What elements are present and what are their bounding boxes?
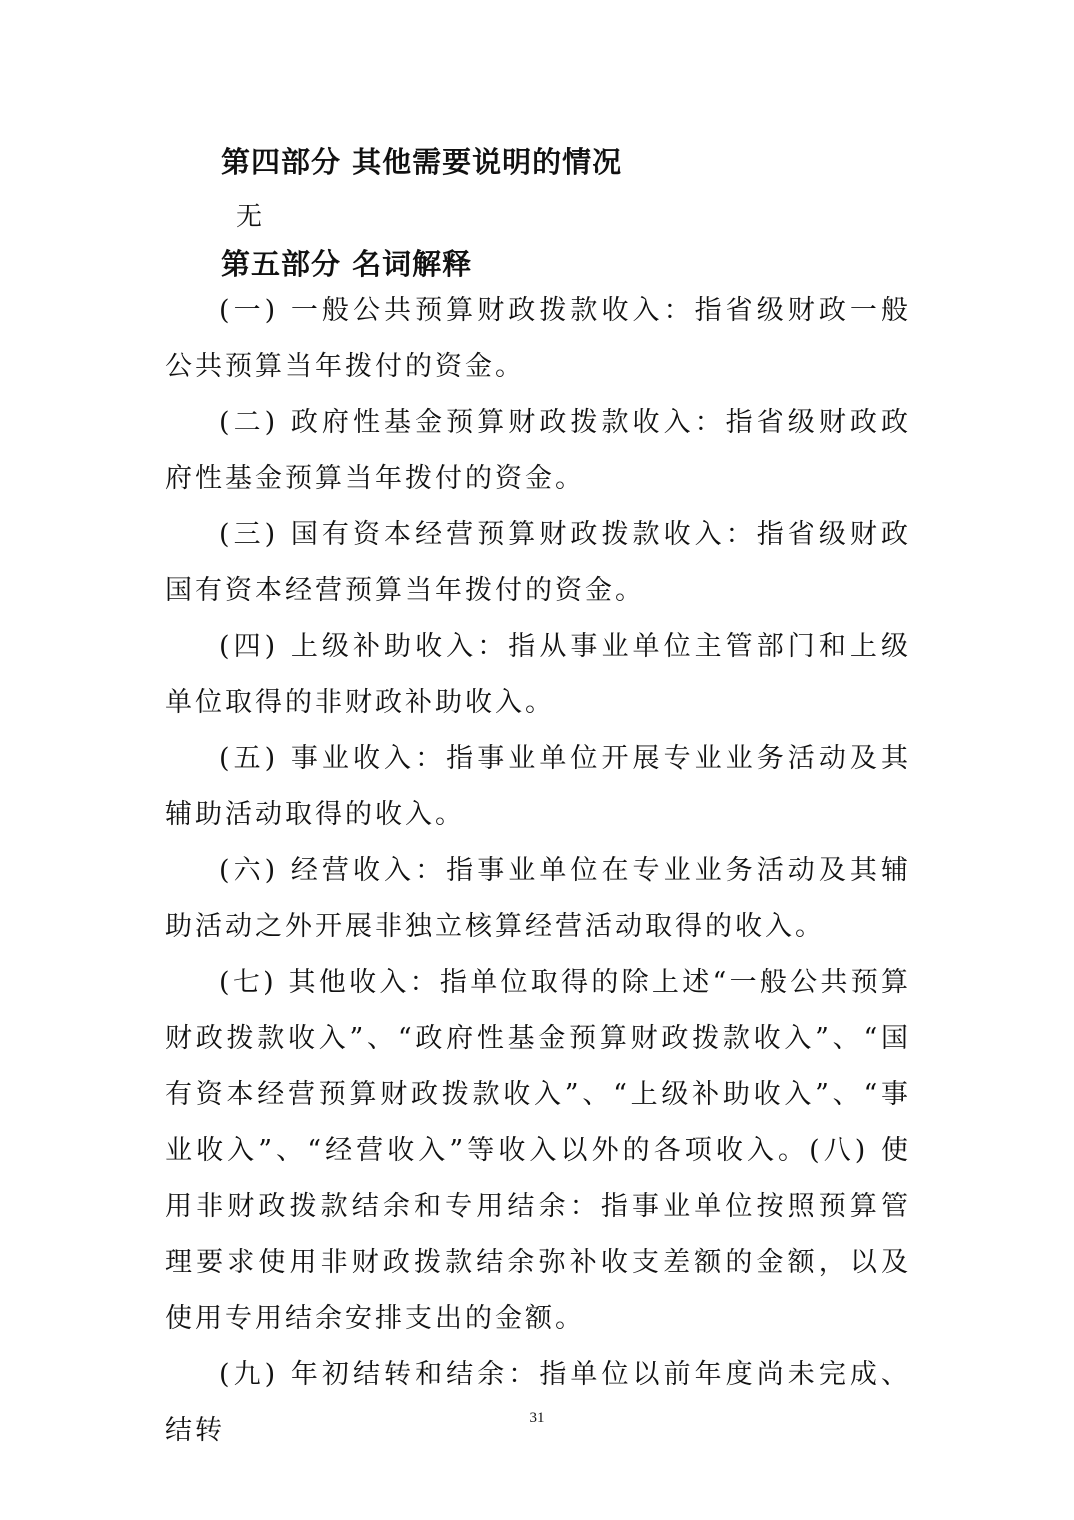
glossary-paragraph-4: (四) 上级补助收入：指从事业单位主管部门和上级单位取得的非财政补助收入。 (165, 631, 911, 718)
glossary-paragraph-6: (六) 经营收入：指事业单位在专业业务活动及其辅助活动之外开展非独立核算经营活动取得的收入。 (165, 855, 911, 942)
glossary-paragraph-7: (七) 其他收入：指单位取得的除上述“一般公共预算财政拨款收入”、“政府性基金预算财政拨款收入”、“国有资本经营预算财政拨款收入”、“上级补助收入”、“事业收入”、“经营收入”等收入以外的各项收入。(八) 使用非财政拨款结余和专用结余：指事业单位按照预算管理要求使用非财政拨款结余弥补收支差额的金额，以及使用专用结余安排支出的金额。 (165, 967, 911, 1334)
glossary-paragraph-8: (九) 年初结转和结余：指单位以前年度尚未完成、结转 (165, 1359, 911, 1446)
glossary-paragraph-3: (三) 国有资本经营预算财政拨款收入：指省级财政国有资本经营预算当年拨付的资金。 (165, 519, 911, 606)
glossary-paragraph-2: (二) 政府性基金预算财政拨款收入：指省级财政政府性基金预算当年拨付的资金。 (165, 407, 911, 494)
glossary-paragraph-1: (一) 一般公共预算财政拨款收入：指省级财政一般公共预算当年拨付的资金。 (165, 295, 911, 382)
section-four-content: 无 (236, 202, 263, 232)
glossary-body (165, 283, 911, 1459)
section-four-heading: 第四部分 其他需要说明的情况 (221, 145, 623, 179)
page-number: 31 (529, 1410, 545, 1426)
glossary-paragraph-5: (五) 事业收入：指事业单位开展专业业务活动及其辅助活动取得的收入。 (165, 743, 911, 830)
section-five-heading: 第五部分 名词解释 (221, 247, 473, 281)
